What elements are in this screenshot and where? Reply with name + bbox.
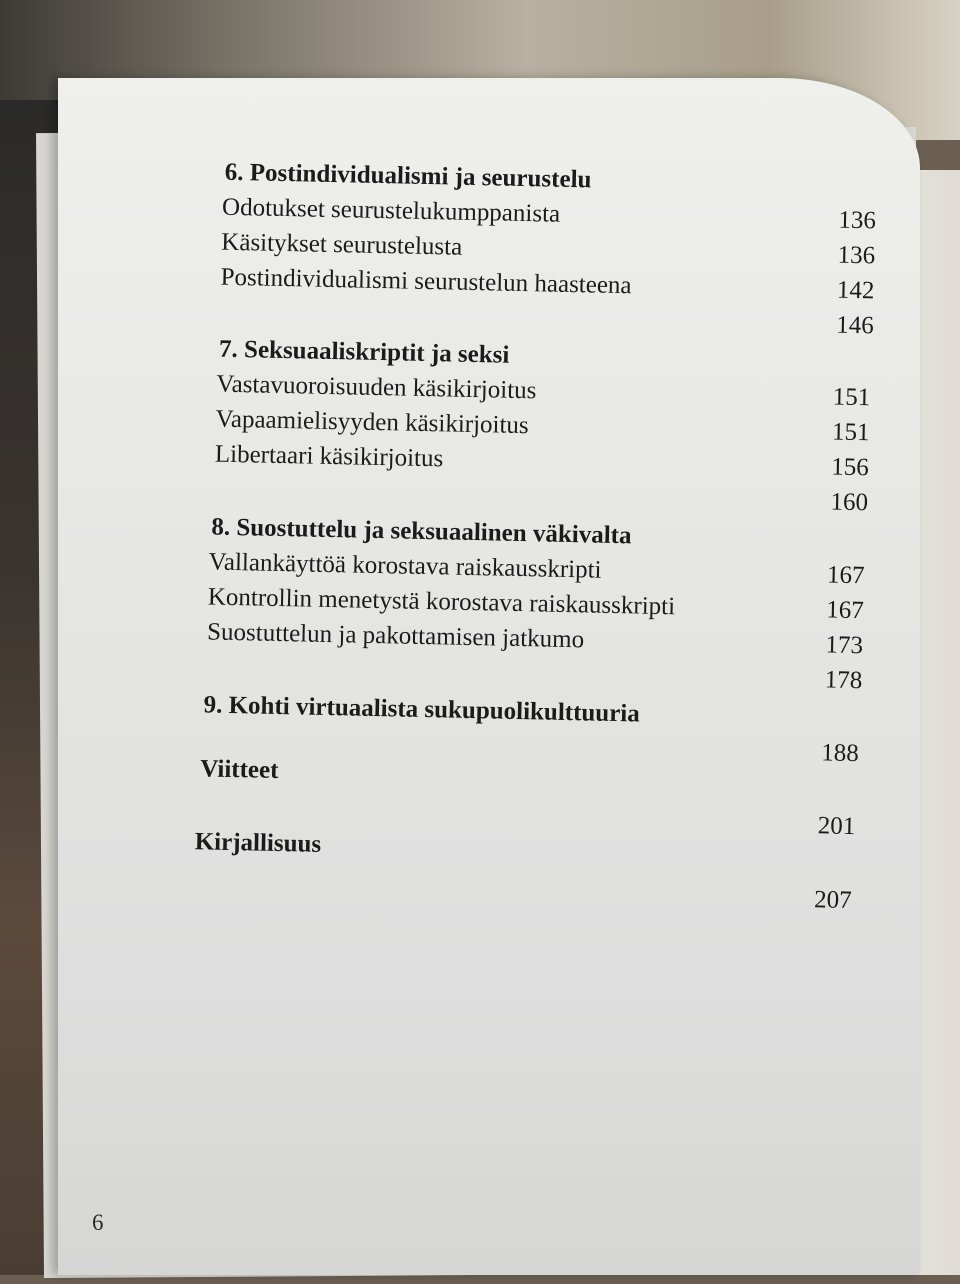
toc-page-number: 188	[820, 739, 860, 768]
chapter-9-title: 9. Kohti virtuaalista sukupuolikulttuuria	[203, 691, 641, 728]
toc-entry: Käsitykset seurustelusta	[221, 228, 463, 261]
toc-page-number: 142	[836, 276, 875, 305]
toc-entry: Postindividualismi seurustelun haasteena	[220, 263, 632, 300]
toc-page-number: 201	[817, 812, 856, 841]
toc-entry: Libertaari käsikirjoitus	[214, 440, 444, 473]
toc-entry: Vastavuoroisuuden käsikirjoitus	[216, 370, 537, 405]
toc-page-number: 178	[824, 666, 863, 695]
toc-page-number: 167	[826, 561, 865, 590]
toc-entry: Odotukset seurustelukumppanista	[221, 193, 561, 228]
toc-page-number: 146	[835, 311, 875, 340]
toc-page-number: 207	[813, 886, 852, 915]
toc-page-number: 156	[830, 453, 870, 482]
toc-page-number: 173	[825, 631, 864, 660]
toc-page-number: 151	[831, 418, 870, 447]
toc-page-number: 167	[825, 596, 865, 625]
toc-entry: Suostuttelun ja pakottamisen jatkumo	[206, 618, 585, 654]
toc-page-number: 136	[837, 241, 876, 270]
chapter-7-title: 7. Seksuaaliskriptit ja seksi	[218, 335, 510, 369]
page-number: 6	[92, 1210, 104, 1235]
kirjallisuus-title: Kirjallisuus	[194, 828, 322, 858]
toc-page-number: 160	[830, 488, 869, 517]
viitteet-title: Viitteet	[200, 755, 279, 784]
toc-page-number: 136	[838, 206, 877, 235]
chapter-6-title: 6. Postindividualismi ja seurustelu	[224, 158, 592, 194]
toc-entry: Vallankäyttöä korostava raiskausskripti	[208, 548, 602, 584]
toc-entry: Vapaamielisyyden käsikirjoitus	[215, 405, 529, 440]
chapter-8-title: 8. Suostuttelu ja seksuaalinen väkivalta	[211, 513, 632, 550]
toc-entry: Kontrollin menetystä korostava raiskausskripti	[207, 583, 676, 621]
toc-page-number: 151	[832, 383, 871, 412]
